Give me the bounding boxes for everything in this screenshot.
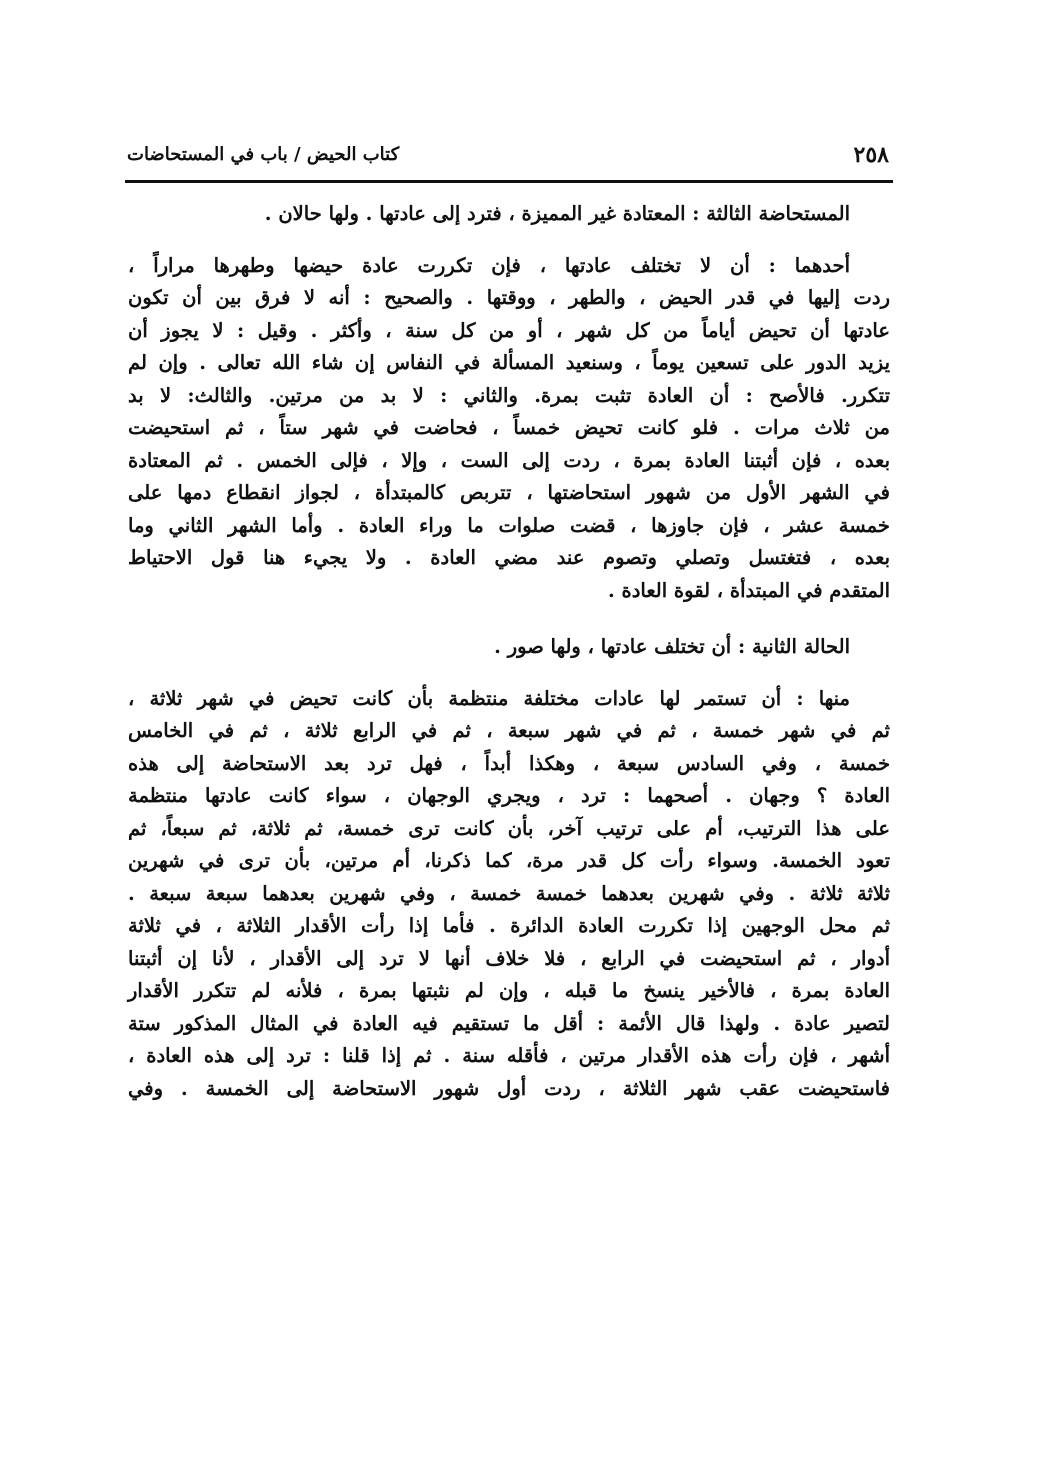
text-line: العادة ؟ وجهان . أصحهما : ترد ، ويجري الوجهان ، سواء كانت عادتها منتظمة <box>128 784 890 807</box>
paragraph <box>128 683 890 1106</box>
section-heading <box>128 198 890 231</box>
text-line: في الشهر الأول من شهور استحاضتها ، تتربص كالمبتدأة ، لجواز انقطاع دمها على <box>128 481 890 504</box>
text-line: بعده ، فإن أثبتنا العادة بمرة ، ردت إلى الست ، وإلا ، فإلى الخمس . ثم المعتادة <box>128 448 890 472</box>
page-number: ٢٥٨ <box>853 142 889 168</box>
text-line: أدوار ، ثم استحيضت في الرابع ، فلا خلاف أنها لا ترد إلى الأقدار ، لأنا إن أثبتنا <box>128 946 890 970</box>
text-line: بعده ، فتغتسل وتصلي وتصوم عند مضي العادة . ولا يجيء هنا قول الاحتياط <box>128 546 890 569</box>
text-line: ردت إليها في قدر الحيض ، والطهر ، ووقتها . والصحيح : أنه لا فرق بين أن تكون <box>128 286 890 309</box>
text-line: لتصير عادة . ولهذا قال الأئمة : أقل ما تستقيم فيه العادة في المثال المذكور ستة <box>128 1011 890 1035</box>
text-line: من ثلاث مرات . فلو كانت تحيض خمساً ، فحاضت في شهر ستاً ، ثم استحيضت <box>128 416 890 439</box>
page-body <box>128 198 890 1129</box>
page-header <box>125 138 893 178</box>
text-line: تعود الخمسة. وسواء رأت كل قدر مرة، كما ذكرنا، أم مرتين، بأن ترى في شهرين <box>128 849 890 872</box>
text-line: فاستحيضت عقب شهر الثلاثة ، ردت أول شهور الاستحاضة إلى الخمسة . وفي <box>128 1076 890 1100</box>
text-line: على هذا الترتيب، أم على ترتيب آخر، بأن كانت ترى خمسة، ثم ثلاثة، ثم سبعاً، ثم <box>128 816 890 840</box>
text-line: ثلاثة ثلاثة . وفي شهرين بعدهما خمسة خمسة ، وفي شهرين بعدهما سبعة سبعة . <box>128 881 890 905</box>
running-title: كتاب الحيض / باب في المستحاضات <box>127 144 400 165</box>
text-line: خمسة عشر ، فإن جاوزها ، قضت صلوات ما وراء العادة . وأما الشهر الثاني وما <box>128 513 890 537</box>
section-heading <box>128 631 890 664</box>
text-line: المتقدم في المبتدأة ، لقوة العادة . <box>607 578 890 602</box>
text-line: ثم في شهر خمسة ، ثم في شهر سبعة ، ثم في الرابع ثلاثة ، ثم في الخامس <box>128 719 890 742</box>
text-line: يزيد الدور على تسعين يوماً ، وسنعيد المسألة في النفاس إن شاء الله تعالى . وإن لم <box>128 351 890 374</box>
header-rule <box>125 180 893 183</box>
text-line: المستحاضة الثالثة : المعتادة غير المميزة ، فترد إلى عادتها . ولها حالان . <box>264 202 850 225</box>
text-line: عادتها أن تحيض أياماً من كل شهر ، أو من كل سنة ، وأكثر . وقيل : لا يجوز أن <box>128 318 890 342</box>
text-line: أشهر ، فإن رأت هذه الأقدار مرتين ، فأقله سنة . ثم إذا قلنا : ترد إلى هذه العادة ، <box>128 1044 890 1067</box>
text-line: الحالة الثانية : أن تختلف عادتها ، ولها صور . <box>494 635 850 658</box>
text-line: تتكرر. فالأصح : أن العادة تثبت بمرة. والثاني : لا بد من مرتين. والثالث: لا بد <box>128 383 890 407</box>
paragraph <box>128 250 890 608</box>
text-line: ثم محل الوجهين إذا تكررت العادة الدائرة . فأما إذا رأت الأقدار الثلاثة ، في ثلاثة <box>128 914 890 937</box>
text-line: أحدهما : أن لا تختلف عادتها ، فإن تكررت عادة حيضها وطهرها مراراً ، <box>128 253 850 277</box>
text-line: خمسة ، وفي السادس سبعة ، وهكذا أبداً ، فهل ترد بعد الاستحاضة إلى هذه <box>128 751 890 775</box>
text-line: العادة بمرة ، فالأخير ينسخ ما قبله ، وإن لم نثبتها بمرة ، فلأنه لم تتكرر الأقدار <box>128 979 890 1002</box>
text-line: منها : أن تستمر لها عادات مختلفة منتظمة بأن كانت تحيض في شهر ثلاثة ، <box>128 686 850 710</box>
